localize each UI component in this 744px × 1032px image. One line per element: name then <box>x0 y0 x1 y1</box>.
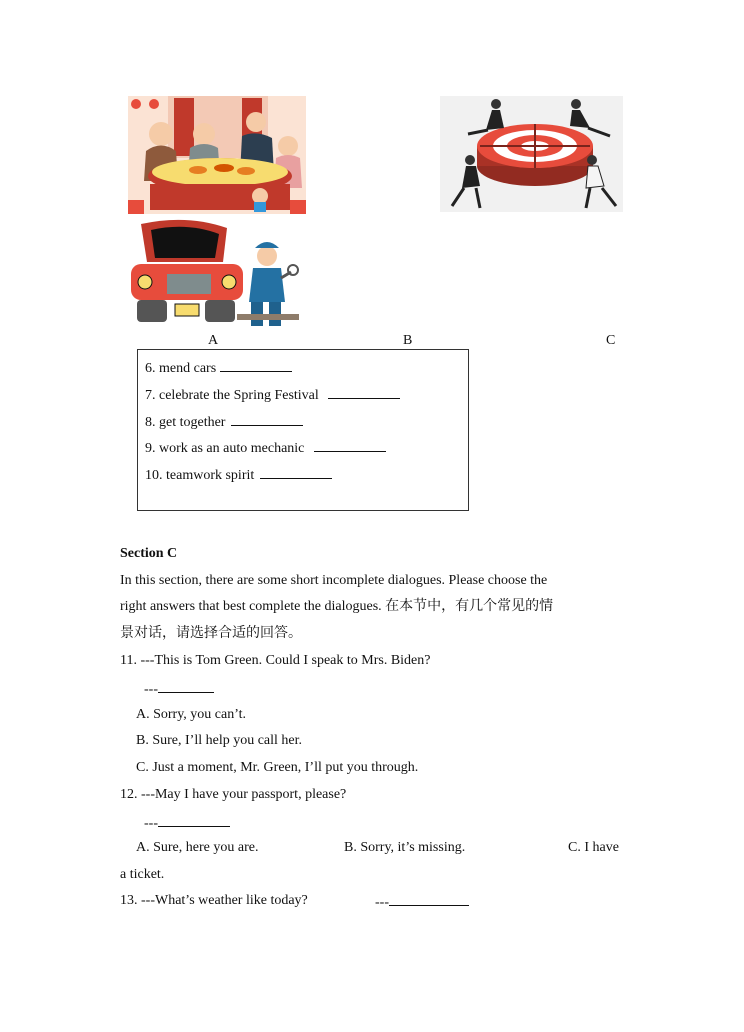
match-number: 6. <box>145 361 156 376</box>
q12-option-c: C. I have <box>568 840 619 855</box>
answer-blank[interactable] <box>158 680 214 693</box>
q13-prompt: 13. ---What’s weather like today? <box>120 893 308 908</box>
q12-option-a: A. Sure, here you are. <box>136 840 259 855</box>
answer-blank[interactable] <box>328 386 400 399</box>
picture-auto-mechanic <box>127 218 303 332</box>
match-item-8 <box>145 413 303 431</box>
match-number: 9. <box>145 441 156 456</box>
match-text: get together <box>159 415 226 430</box>
match-item-6 <box>145 359 292 377</box>
q12-option-c-continued: a ticket. <box>120 867 165 882</box>
section-c-intro-line3: 景对话，请选择合适的回答。 <box>120 626 302 641</box>
match-number: 10. <box>145 468 163 483</box>
match-text: teamwork spirit <box>166 468 255 483</box>
reply-dashes: --- <box>144 816 158 831</box>
match-text: mend cars <box>159 361 217 376</box>
answer-blank[interactable] <box>220 359 292 372</box>
match-text: celebrate the Spring Festival <box>159 388 319 403</box>
match-text: work as an auto mechanic <box>159 441 305 456</box>
q11-reply <box>144 680 214 698</box>
section-c-intro-line1: In this section, there are some short incomplete dialogues. Please choose the <box>120 573 548 588</box>
match-number: 7. <box>145 388 156 403</box>
answer-blank[interactable] <box>231 413 303 426</box>
picture-letter-c: C <box>606 333 616 348</box>
q11-option-b: B. Sure, I’ll help you call her. <box>136 733 303 748</box>
reply-dashes: --- <box>144 682 158 697</box>
picture-teamwork-target <box>440 96 623 212</box>
picture-family-dinner <box>128 96 306 214</box>
q11-option-c: C. Just a moment, Mr. Green, I’ll put you through. <box>136 760 419 775</box>
answer-blank[interactable] <box>389 893 469 906</box>
answer-blank[interactable] <box>158 814 230 827</box>
q12-reply <box>144 814 230 832</box>
q13-reply <box>375 893 469 911</box>
match-item-7 <box>145 386 400 404</box>
reply-dashes: --- <box>375 895 389 910</box>
section-c-title: Section C <box>120 546 178 561</box>
q11-option-a: A. Sorry, you can’t. <box>136 707 247 722</box>
picture-letter-b: B <box>403 333 413 348</box>
section-c-intro-line2: right answers that best complete the dialogues. 在本节中，有几个常见的情 <box>120 599 554 614</box>
q12-prompt: 12. ---May I have your passport, please? <box>120 787 347 802</box>
match-item-9 <box>145 439 386 457</box>
answer-blank[interactable] <box>314 439 386 452</box>
answer-blank[interactable] <box>260 466 332 479</box>
match-number: 8. <box>145 415 156 430</box>
q12-option-b: B. Sorry, it’s missing. <box>344 840 466 855</box>
q11-prompt: 11. ---This is Tom Green. Could I speak to Mrs. Biden? <box>120 653 431 668</box>
picture-letter-a: A <box>208 333 219 348</box>
match-item-10 <box>145 466 332 484</box>
